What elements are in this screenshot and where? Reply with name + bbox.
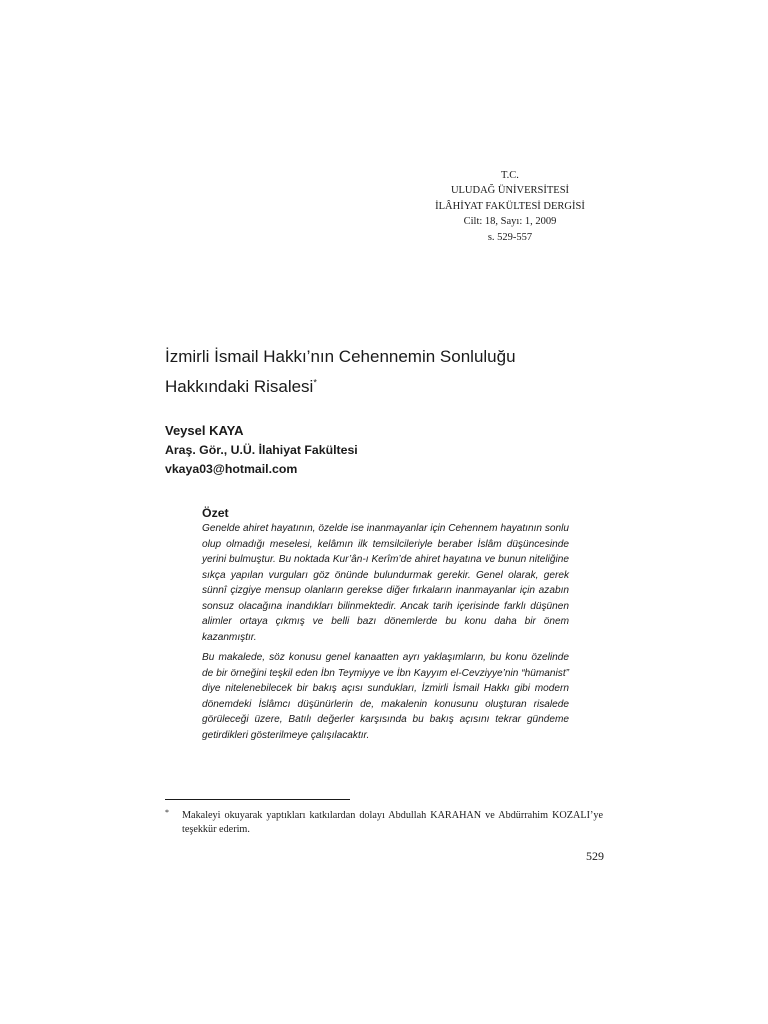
footnote-mark: * bbox=[165, 808, 169, 817]
journal-header bbox=[410, 168, 610, 245]
abstract-paragraph-2: Bu makalede, söz konusu genel kanaatten ayrı yaklaşımların, bu konu özelinde de bir örneğini teşkil eden İbn Teymiyye ve İbn Kayyım el-Cevziyye’nin “hümanist” diye nitelenebilecek bir bakış açısı sundukları, İzmirli İsmail Hakkı gibi modern dönemdeki İslâmcı düşünürlerin de, makalenin konusunu oluşturan risalede görüleceği üzere, Batılı değerler karşısında bu bakış açısını tekrar gündeme getirdikleri gösterilmeye çalışılacaktır. bbox=[202, 652, 569, 741]
article-title-line1: İzmirli İsmail Hakkı’nın Cehennemin Sonluluğu bbox=[165, 347, 516, 366]
abstract-body bbox=[202, 521, 569, 743]
author-email[interactable]: vkaya03@hotmail.com bbox=[165, 462, 298, 476]
article-title bbox=[165, 342, 625, 402]
article-title-line2: Hakkındaki Risalesi bbox=[165, 377, 314, 396]
footnote-divider bbox=[165, 799, 350, 800]
page-number: 529 bbox=[586, 849, 604, 863]
abstract-paragraph-1: Genelde ahiret hayatının, özelde ise inanmayanlar için Cehennem hayatının sonlu olup olmadığı meselesi, kelâmın ilk temsilcileriyle beraber İslâm düşüncesinde yerini bulmuştur. Bu noktada Kur’ân-ı Kerîm’de ahiret hayatına ve bunun niteliğine sıkça yapılan vurguları göz önünde bulundurmak gerekir. Genel olarak, gerek sünnî çizgiye mensup olanların gerekse diğer fırkaların inanmayanlar için azabın sonsuz olacağına inandıkları bilinmektedir. Ancak tarih içerisinde farklı düşünen alimler ortaya çıkmış ve belli bazı dönemlerde bu konu daha bir önem kazanmıştır. bbox=[202, 523, 569, 643]
footnote bbox=[165, 809, 603, 836]
journal-header-journal: İLÂHİYAT FAKÜLTESİ DERGİSİ bbox=[435, 200, 585, 212]
footnote-text: Makaleyi okuyarak yaptıkları katkılardan dolayı Abdullah KARAHAN ve Abdürrahim KOZALI’ye teşekkür ederim. bbox=[182, 810, 603, 835]
journal-header-university: ULUDAĞ ÜNİVERSİTESİ bbox=[450, 185, 570, 197]
journal-header-volume: Cilt: 18, Sayı: 1, 2009 bbox=[463, 216, 557, 228]
journal-header-pages: s. 529-557 bbox=[487, 231, 533, 243]
title-footnote-mark[interactable]: * bbox=[313, 377, 317, 388]
author-affiliation: Araş. Gör., U.Ü. İlahiyat Fakültesi bbox=[165, 442, 358, 457]
author-name: Veysel KAYA bbox=[165, 423, 244, 438]
journal-header-country: T.C. bbox=[501, 170, 519, 181]
author-block bbox=[165, 421, 358, 480]
abstract-heading: Özet bbox=[202, 506, 229, 520]
